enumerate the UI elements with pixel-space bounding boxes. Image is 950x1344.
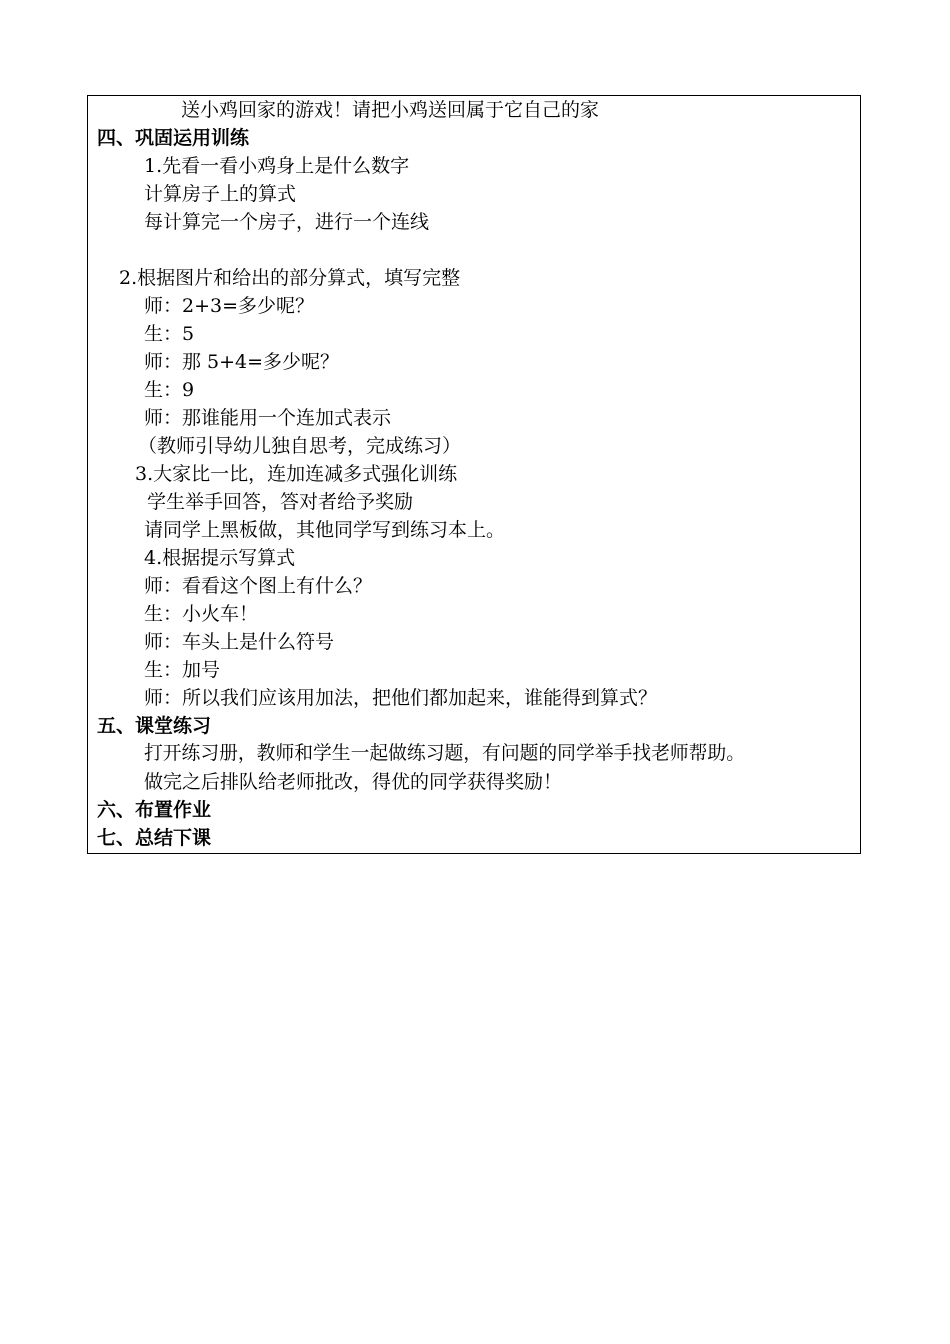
step-1-line: 1.先看一看小鸡身上是什么数字	[144, 155, 410, 177]
dialogue-line: 师：那 5+4=多少呢？	[144, 351, 340, 373]
step-1-detail-line: 计算房子上的算式	[144, 183, 297, 205]
dialogue-line: 生：加号	[144, 659, 221, 681]
dialogue-line: 生：9	[144, 379, 195, 401]
step-3-detail-line: 请同学上黑板做，其他同学写到练习本上。	[144, 519, 506, 541]
dialogue-line: 生：小火车！	[144, 603, 259, 625]
dialogue-line: 师：所以我们应该用加法，把他们都加起来，谁能得到算式？	[144, 687, 658, 709]
dialogue-line: 师：2+3=多少呢？	[144, 295, 315, 317]
practice-detail-line: 打开练习册，教师和学生一起做练习题，有问题的同学举手找老师帮助。	[144, 743, 745, 764]
dialogue-line: 生：5	[144, 323, 195, 345]
section-heading-class-practice: 五、课堂练习	[97, 715, 212, 737]
step-2-line: 2.根据图片和给出的部分算式，填写完整	[119, 267, 461, 289]
step-4-line: 4.根据提示写算式	[144, 547, 296, 569]
dialogue-line: 师：车头上是什么符号	[144, 631, 335, 653]
step-3-detail-line: 学生举手回答，答对者给予奖励	[147, 491, 414, 513]
lesson-plan-table-cell	[87, 95, 861, 854]
step-3-line: 3.大家比一比，连加连减多式强化训练	[135, 463, 458, 485]
practice-detail-line: 做完之后排队给老师批改，得优的同学获得奖励！	[144, 771, 563, 793]
game-intro-line: 送小鸡回家的游戏！请把小鸡送回属于它自己的家	[181, 99, 600, 121]
dialogue-line: 师：看看这个图上有什么？	[144, 575, 373, 597]
step-1-detail-line: 每计算完一个房子，进行一个连线	[144, 211, 430, 233]
section-heading-summary: 七、总结下课	[97, 827, 212, 849]
dialogue-line: 师：那谁能用一个连加式表示	[144, 407, 392, 429]
section-heading-consolidation: 四、巩固运用训练	[97, 127, 250, 149]
teacher-note-line: （教师引导幼儿独自思考，完成练习）	[138, 435, 462, 457]
section-heading-homework: 六、布置作业	[97, 799, 212, 821]
